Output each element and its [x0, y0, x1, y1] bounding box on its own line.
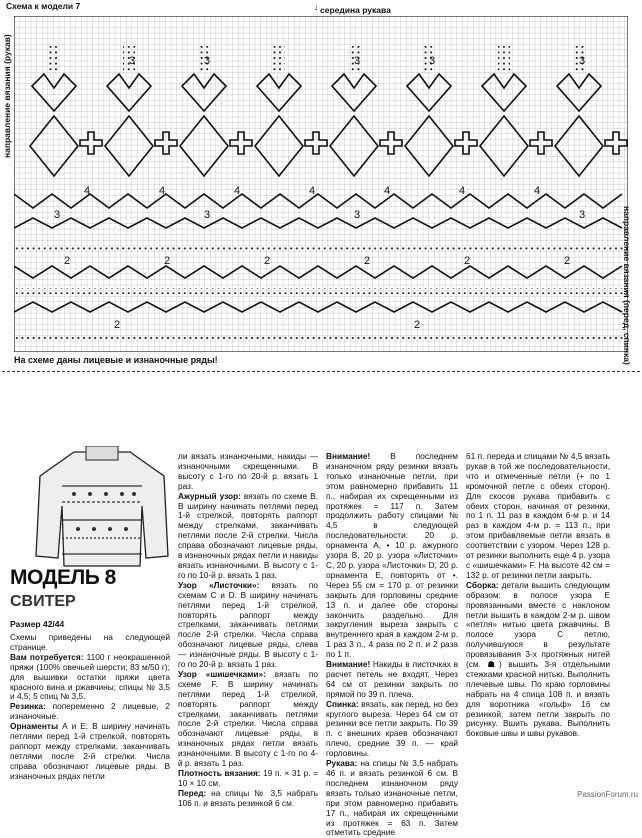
chart-number: 3 — [204, 209, 211, 221]
paragraph-heading: Узор «шишечками»: — [178, 668, 266, 679]
paragraph — [178, 581, 318, 670]
chart-number: 2 — [364, 255, 371, 267]
paragraph-text: В последнем изнаночном ряду резинки вязать только изнаночные петли, при этом равномерно прибавить 11 п., набирая их скрещенными из протяжек = 117 п. Затем продолжить работу спицами № 4,5 в следующей последовательности: 20 р. орнамента А, • 10 р. ажурного узора В, 20 р. узора «Листочки» С, 20 р. узора «Листочки» D, 20 р. орнамента Е, повторять от •. Через 55 см = 170 р. от резинки закрыть для горловины средние 13 п. и далее обе стороны закончить раздельно. Для закругления выреза закрыть с внутреннего края в каждом 2-м р. 1 раз 3 п., 4 раза по 2 п. и 2 раза по 1 п. — [326, 451, 458, 660]
chart-number: 3 — [129, 55, 136, 67]
paragraph-text: детали вышить следующим образом: в полосе узора Е провязанными вместе с наклоном петли вышить в каждом 2-м р. швом «петля» нитью цвета ржавчины. В полосе узора С петлю, получившуюся в результате провязывания 3-х протяжных нитей (см. ☗) вышить 3-я отдельными стежками красной нитью. Выполнить плечевые швы. По краю горловины набрать на 4 спица 108 п. и вязать для воротника «гольф» 16 см резинкой, затем петли закрыть по рисунку. Вшить рукава. Выполнить боковые швы и швы рукавов. — [466, 579, 610, 739]
paragraph-text: А и Е: В ширину начинать петлями перед 1-й стрелкой, повторять раппорт между стрелками, заканчивать петлями после 2-й стрелки. Числа справа обозначают лицевые ряды. В изнаночных рядах петли — [10, 721, 170, 781]
dot-block — [273, 46, 285, 74]
chart-number: 2 — [64, 255, 71, 267]
paragraph-heading: Перед: — [178, 787, 207, 798]
chart-number: 3 — [204, 55, 211, 67]
paragraph-text: на спицы № 3,5 набрать 46 п. и вязать резинкой 6 см. В последнем изнаночном ряду вязать только изнаночные петли, при этом равномерно прибавить 17 п., набирая их скрещенными из протяжек = 63 п. Затем отметить средние — [326, 758, 458, 838]
dot-block — [498, 46, 510, 74]
chart-number: 2 — [414, 319, 421, 331]
paragraph-heading: Сборка: — [466, 579, 499, 590]
chart-note: На схеме даны лицевые и изнаночные ряды! — [14, 355, 218, 365]
paragraph-heading: Спинка: — [326, 698, 359, 709]
dot-row — [14, 288, 628, 294]
paragraph — [466, 452, 610, 581]
paragraph-text: вязать, как перед, но без круглого выреза. Через 64 см от резинки все петли закрыть. По 39 п. с внешних краев обозначают плечо, средние 39 п. — край горловины. — [326, 698, 458, 759]
chart-number: 3 — [579, 55, 586, 67]
paragraph-heading: Внимание! — [326, 451, 371, 461]
chart-number: 4 — [84, 185, 91, 197]
dot-row — [14, 246, 628, 252]
chart-number: 3 — [579, 209, 586, 221]
paragraph — [178, 670, 318, 769]
paragraph-text: вязать по схемам С и D. В ширину начинать петлями перед 1-й стрелкой, повторять раппорт между стрелками, заканчивать петлями после 2-й стрелки. Числа справа обозначают лицевые ряды, слева — изнаночные ряды. В высоту с 1-го по 20-й р. вязать 1 раз. — [178, 579, 318, 670]
paragraph-text: на спицы № 3,5 набрать 106 п. и вязать резинкой 6 см. — [178, 787, 318, 808]
paragraph-heading: Узор «Листочки»: — [178, 579, 260, 590]
cut-line — [2, 371, 640, 372]
chart-number: 4 — [384, 185, 391, 197]
dot-block — [48, 46, 60, 74]
chart-number: 4 — [534, 185, 541, 197]
paragraph — [10, 653, 170, 703]
paragraph — [466, 581, 610, 740]
paragraph — [178, 769, 318, 789]
watermark: PassionForum.ru — [577, 790, 638, 799]
paragraph-heading: Резинка: — [10, 701, 46, 712]
chart-number: 3 — [354, 55, 361, 67]
paragraph-text: попеременно 2 лицевые, 2 изнаночные. — [10, 701, 170, 722]
text-column-2 — [178, 452, 318, 809]
paragraph-text: вязать по схеме В. В ширину начинать петлями перед 1-й стрелкой, повторять раппорт между стрелками, заканчивать петлями после 2-й стрелки. Числа справа обозначают лицевые ряды, в изнаночных рядах петли и накиды вязать изнаночными. В высоту с 1-го по 10-й р. вязать 1 раз. — [178, 490, 318, 580]
scheme-title: Схема к модели 7 — [6, 1, 81, 11]
paragraph-heading: Вам потребуется: — [10, 651, 84, 662]
model-size: Размер 42/44 — [10, 619, 65, 629]
paragraph-text: Накиды в листочках в расчет петель не входят. Через 64 см от резинки закрыть по прямой по 39 п. плеча. — [326, 659, 458, 699]
paragraph-text: Схемы приведены на следующей странице. — [10, 632, 170, 652]
paragraph-heading: Рукава: — [326, 758, 358, 769]
chart-number: 4 — [309, 185, 316, 197]
chart-number: 4 — [159, 185, 166, 197]
paragraph-heading: Внимание! — [326, 659, 371, 670]
text-column-4 — [466, 452, 610, 739]
dot-row — [14, 334, 628, 340]
paragraph — [326, 452, 458, 660]
paragraph-text: 1100 г неокрашенной пряжи (100% овечьей шерсти; 83 м/50 г); для вышивки остатки пряжи цвета красного вина и ржавчины; спицы № 3,5 и 4,5; 5 спиц № 3,5. — [10, 651, 170, 702]
chart-number: 2 — [464, 255, 471, 267]
paragraph-heading: Ажурный узор: — [178, 490, 241, 501]
paragraph-heading: Плотность вязания: — [178, 768, 261, 778]
paragraph-text: 19 п. × 31 р. = 10 × 10 см. — [178, 768, 319, 788]
text-column-1 — [10, 633, 170, 782]
paragraph — [326, 660, 458, 700]
model-name: СВИТЕР — [10, 593, 76, 610]
paragraph — [178, 492, 318, 581]
arrow-down-icon: ↓ — [314, 2, 319, 12]
paragraph-text: 61 п. переда и спицами № 4,5 вязать рукав в той же последовательности, что и отмеченные петли (+ по 1 кромочной петле с обеих сторон). Для скосов рукава прибавить с обеих сторон, начиная от резинки, по 1 п. 11 раз в каждом 6-м р. и 14 раз в каждом 4-м р. = 113 п., при этом прибавляемые петли вязать в соответствии с узором. Через 128 р. от резинки выполнить еще 4 р. узора с «шишечками» F. На высоте 42 см = 132 р. от резинки петли закрыть. — [466, 451, 610, 580]
left-direction-label: направление вязания (рукав) — [2, 34, 12, 158]
paragraph-text: ли вязать изнаночными, накиды — изнаночными скрещенными. В высоту с 1-го по 20-й р. вязать 1 раз. — [178, 451, 318, 491]
paragraph — [178, 789, 318, 809]
paragraph-heading: Орнаменты — [10, 721, 59, 732]
paragraph — [178, 452, 318, 492]
chart-number: 2 — [264, 255, 271, 267]
chart-number: 3 — [54, 209, 61, 221]
right-direction-label: направление вязания (перед, спинка) — [622, 206, 632, 365]
chart-number: 2 — [564, 255, 571, 267]
text-column-3 — [326, 452, 458, 838]
chart-number: 2 — [114, 319, 121, 331]
model-number: МОДЕЛЬ 8 — [10, 566, 116, 589]
chart-number: 2 — [164, 255, 171, 267]
sweater-illustration — [34, 446, 170, 568]
chart-number: 4 — [459, 185, 466, 197]
center-label: середина рукава — [320, 5, 391, 15]
paragraph — [10, 702, 170, 722]
knitting-chart — [14, 16, 628, 352]
paragraph — [326, 759, 458, 838]
paragraph-text: вязать по схеме F. В ширину начинать петлями перед 1-й стрелкой, повторять раппорт между стрелками, заканчивать петлями после 2-й стрелки. Числа справа обозначают лицевые ряды, в изнаночных рядах петли вязать изнаночными. В высоту с 1-го по 4-й р. вязать 1 раз. — [178, 668, 318, 769]
paragraph — [10, 722, 170, 781]
chart-number: 3 — [429, 55, 436, 67]
paragraph — [326, 700, 458, 759]
chart-number: 4 — [234, 185, 241, 197]
chart-number: 3 — [354, 209, 361, 221]
paragraph — [10, 633, 170, 653]
